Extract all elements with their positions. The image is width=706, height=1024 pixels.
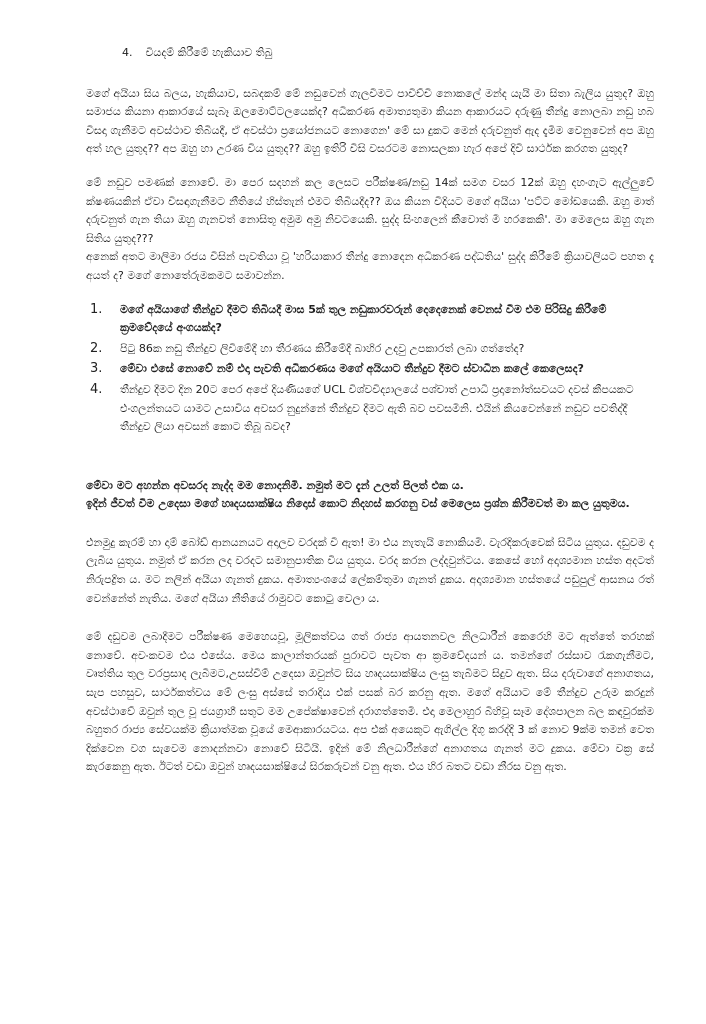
list-item-top (86, 44, 654, 63)
question-number: 3. (90, 361, 103, 377)
question-item (86, 340, 654, 359)
question-item (86, 381, 654, 437)
paragraph-5: මේ දඩුවම ලබාදීමට පරීක්ෂණ මෙහෙයවූ, මූලිකත්වය ගත් රාජ්‍ය ආයතනවල නිලධාරීන් කෙරෙහි මට ඇත්තේ තරහක් නොවේ. අවංකවම එය එසේය. මෙය කාලාන්තරයක් පුරාවට පැවත ආ ක්‍රමවේදයන් ය. තමන්ගේ රස්සාව රැකගැනීමට, වෘත්තිය තුල වරප්‍රසාද ලැබීමට,උසස්වීම් උදෙසා ඔවුන්ට සිය හෘදයසාක්ෂිය ලංසු තැබීමට සිදුව ඇත. සිය දරුවාගේ අනාගතය, සැප පහසුව, සාර්ථකත්වය මේ ලංසු අස්සේ තරාදිය එක් පසක් බර කරනු ඇත. මගේ අයියාට මේ තීන්දුව උරුම කරදුන් අවස්ථාවේ ඔවුන් තුල වූ ජයග්‍රාහී සතුට මම උපේක්ෂාවෙන් දරාගත්තෙමි. එදා මෙලාහුර බිහිවූ සෑම දේශපාලන බල කඳවුරක්ම බහුතර රාජ්‍ය සේවයක්ම ක්‍රියාත්මක වූයේ මෙආකාරයටය. අප එක් අයෙකුට ඇගිල්ල දිගු කරද්දි 3 ක් නොව 9ක්ම තමන් වෙත දික්වෙන වග සැවෙම නොදන්නවා නොවේ සිටියි. ඉදින් මේ නිලධාරීන්ගේ අනාගතය ගැනත් මට දුකය. මේවා වක්‍ර සේ කැරකෙනු ඇත. ඊටත් වඩා ඔවුන් හෘදයසාක්ෂියේ සිරකරුවන් වනු ඇත. එය හිර බතට වඩා නීරස වනු ඇත. (86, 630, 654, 774)
paragraph-4: එනමුදු කැරම් හා දාම් බෝඩ් ආනයනයට අදාලව වරදක් වී ඇත! මා එය නැතැයි නොකියමි. වැරදිකරුවෙක් සිටිය යුතුය. දඩුවම ද ලැබිය යුතුය. නමුත් ඒ කරන ලද වරදට සමානුපාතික විය යුතුය. වරද කරන ලද්දවුන්ටය. කෙසේ හෝ අදෘශ්‍යමාන හස්ත අදටත් නිරුපද්‍රිත ය. මට නලින් අයියා ගැනත් දුකය. අමාත්‍යංශයේ ලේකම්තුමා ගැනත් දුකය. අදෘශ්‍යමාන හස්තයේ පඩුපුල් ආසනය රත් වෙන්නේත් නැතිය. මගේ අයියා නීතියේ රාමුවට කොටු වෙලා ය. (86, 535, 654, 605)
paragraph-3: අනෙක් අතට මාලිමා රජය විසින් පැවතියා වූ 'හරියාකාර තීන්දු නොදෙන අධිකරණ පද්ධතිය' සුද්ද කිරීමේ ක්‍රියාවලියට පහත දැ අයත් ද? මගේ නොතේරුමකමට සමාවන්න. (86, 250, 654, 282)
question-text: පිටු 86ක නඩු තීන්දුව ලිවීමේදී හා තීරණය කිරීමේදී බාහිර උදවු උපකාරත් ලබා ගත්තේද? (120, 341, 525, 355)
question-item (86, 360, 654, 379)
question-item (86, 301, 654, 338)
bold-statement-2: ඉදින් ජීවත් වීම උදෙසා මගේ හෘදයසාක්ෂිය නිදොස් කොට නිදහස් කරගනු වස් මෙලෙස ප්‍රශ්න කිරීමවත් මා කල යුතුමය. (86, 497, 630, 511)
list-text: වියදම් කිරීමේ හැකියාව තිබු (145, 46, 273, 59)
question-list (86, 301, 654, 437)
paragraph-1: මගේ අයියා සිය බලය, හැකියාව, සබදකම් මේ නඩුවෙන් ගැලවීමට පාවිච්චි නොකලේ මන්ද යැයි මා සිතා බැලිය යුතුද? ඔහු සමාජය කියනා ආකාරයේ සැබෑ ඔලමොට්ටලයෙක්ද? අධිකරණ අමාත්‍යතුමා කියන ආකාරයට දරුණු තීන්දු නොලබා නඩු හබ විසදා ගැනීමට අවස්ථාව තිබියදී, ඒ අවස්ථා ප්‍රයෝජනයට නොගෙන' මේ සා දුකට මෙන් දරුවනුත් ඇද දැමීම වෙනුවෙන් අප ඔහු අත් හල යුතුද?? අප ඔහු හා උරණ විය යුතුද?? ඔහු ඉතිරි විසි වසරටම නොසලකා හැර අපේ දිවි සාර්ථක කරගත යුතුද? (86, 86, 654, 156)
question-text: මේවා එසේ නොවේ නම් එදා පැවති අධිකරණය මගේ අයියාට තීන්දුව දීමට ස්වාධීන කලේ කෙලෙසද? (120, 362, 584, 376)
question-number: 4. (90, 381, 103, 397)
bold-statement-1: මේවා මට අහන්න අවසරද නැද්ද මම නොදනිමි. නමුත් මට දැන් උලත් පිලත් එක ය. (86, 478, 464, 492)
question-number: 2. (90, 340, 103, 356)
question-text: තීන්දුව දීමට දින 20ට පෙර අපේ දියණියගේ UCL විශ්වවිද්‍යාලයේ පශ්චාත් උපාධි ප්‍රදානෝත්සවයට දවස් කීපයකට එංගලන්තයට යාමට උසාවිය අවසර නුදුන්නේ තීන්දුව දීමට ඇති බව පවසමිනි. එයින් කියවෙන්නේ නඩුව පවතිද්දී තීන්දුව ලියා අවසන් කොට තිබූ බවද? (120, 382, 634, 434)
question-text: මගේ අයියාගේ තීන්දුව දීමට තිබියදී මාස 5ක් තුල නඩුකාරවරුන් දෙදෙනෙක් වෙනස් වීම එම පිරිසිදු කිරීමේ ක්‍රමවේදයේ අංගයක්ද? (120, 302, 607, 335)
list-number: 4. (122, 46, 133, 59)
paragraph-2: මේ නඩුව පමණක් නොවේ. මා පෙර සදහන් කල ලෙසට පරීක්ෂණ/නඩු 14ක් සමග වසර 12ක් ඔහු දහංගැට ඇල්ලුවේ ක්ෂණයකින් ඒවා විසඳාගැනීමට නීතියේ හිස්තැන් එමට තිබියදීද?? ඔය කියන විදියට මගේ අයියා 'පට්ට මෝඩයෙකි. ඔහු මාත් දරුවනුත් ගැන තියා ඔහු ගැනවත් නොසිතූ අමුම අමු නිවටයෙකි. සුද්ද සිංහලෙන් කීවොත් මී හරකෙකි'. මා මෙලෙස ඔහු ගැන සිතිය යුතුද??? (86, 175, 654, 245)
question-number: 1. (90, 301, 103, 317)
